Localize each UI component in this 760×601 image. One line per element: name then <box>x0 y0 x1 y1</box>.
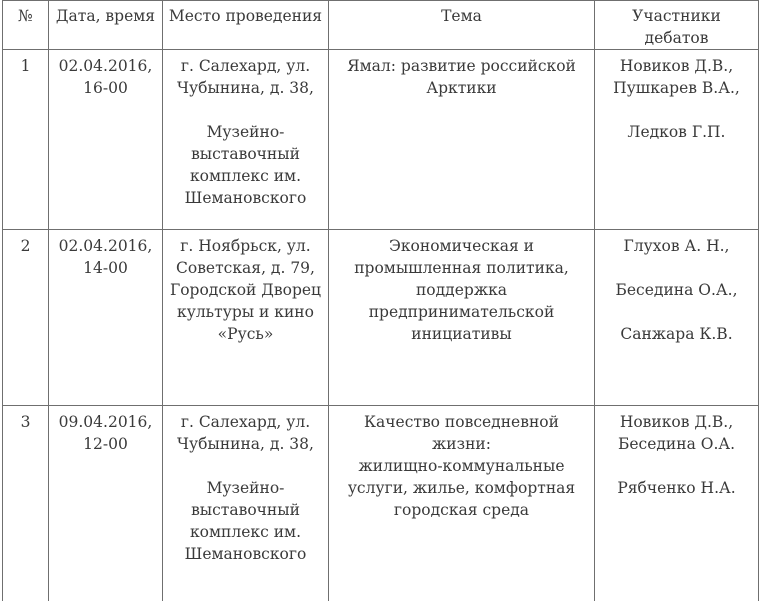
debates-table <box>2 0 759 601</box>
place-line: г. Салехард, ул. <box>167 55 324 77</box>
topic-line: жилищно-коммунальные <box>333 455 590 477</box>
topic-line: Качество повседневной жизни: <box>333 411 590 455</box>
cell-participants <box>595 406 759 601</box>
table-row <box>3 230 759 406</box>
time-line: 12-00 <box>53 433 158 455</box>
cell-participants <box>595 50 759 230</box>
cell-topic <box>329 230 595 406</box>
cell-topic <box>329 50 595 230</box>
place-line: комплекс им. <box>167 521 324 543</box>
cell-participants <box>595 230 759 406</box>
cell-num: 1 <box>3 50 49 230</box>
header-num: № <box>3 1 49 50</box>
topic-line: поддержка <box>333 279 590 301</box>
place-line: «Русь» <box>167 323 324 345</box>
place-line: культуры и кино <box>167 301 324 323</box>
table-row <box>3 50 759 230</box>
participant-line: Беседина О.А., <box>599 279 754 301</box>
place-line: Советская, д. 79, <box>167 257 324 279</box>
place-line: выставочный <box>167 143 324 165</box>
time-line: 14-00 <box>53 257 158 279</box>
participant-line <box>599 257 754 279</box>
cell-place <box>163 50 329 230</box>
participant-line: Ледков Г.П. <box>599 121 754 143</box>
date-line: 02.04.2016, <box>53 55 158 77</box>
participant-line <box>599 301 754 323</box>
topic-line: инициативы <box>333 323 590 345</box>
place-line: Чубынина, д. 38, <box>167 77 324 99</box>
header-topic: Тема <box>329 1 595 50</box>
topic-line: предпринимательской <box>333 301 590 323</box>
participant-line: Санжара К.В. <box>599 323 754 345</box>
place-line <box>167 455 324 477</box>
place-line: Городской Дворец <box>167 279 324 301</box>
cell-num: 3 <box>3 406 49 601</box>
topic-line: Арктики <box>333 77 590 99</box>
place-line <box>167 99 324 121</box>
topic-line: Экономическая и <box>333 235 590 257</box>
place-line: выставочный <box>167 499 324 521</box>
cell-topic <box>329 406 595 601</box>
date-line: 09.04.2016, <box>53 411 158 433</box>
place-line: Музейно- <box>167 477 324 499</box>
topic-line: промышленная политика, <box>333 257 590 279</box>
participant-line: Новиков Д.В., <box>599 55 754 77</box>
cell-date <box>49 230 163 406</box>
cell-place <box>163 230 329 406</box>
header-row <box>3 1 759 50</box>
topic-line: городская среда <box>333 499 590 521</box>
topic-line: услуги, жилье, комфортная <box>333 477 590 499</box>
place-line: Шемановского <box>167 187 324 209</box>
cell-date <box>49 50 163 230</box>
header-participants: Участники дебатов <box>595 1 759 50</box>
place-line: Чубынина, д. 38, <box>167 433 324 455</box>
place-line: Музейно- <box>167 121 324 143</box>
topic-line: Ямал: развитие российской <box>333 55 590 77</box>
cell-place <box>163 406 329 601</box>
date-line: 02.04.2016, <box>53 235 158 257</box>
cell-date <box>49 406 163 601</box>
cell-num: 2 <box>3 230 49 406</box>
participant-line: Новиков Д.В., <box>599 411 754 433</box>
participant-line: Рябченко Н.А. <box>599 477 754 499</box>
participant-line: Пушкарев В.А., <box>599 77 754 99</box>
participant-line: Глухов А. Н., <box>599 235 754 257</box>
place-line: г. Салехард, ул. <box>167 411 324 433</box>
place-line: Шемановского <box>167 543 324 565</box>
time-line: 16-00 <box>53 77 158 99</box>
header-date: Дата, время <box>49 1 163 50</box>
participant-line <box>599 455 754 477</box>
participant-line <box>599 99 754 121</box>
place-line: комплекс им. <box>167 165 324 187</box>
place-line: г. Ноябрьск, ул. <box>167 235 324 257</box>
header-place: Место проведения <box>163 1 329 50</box>
participant-line: Беседина О.А. <box>599 433 754 455</box>
table-row <box>3 406 759 601</box>
